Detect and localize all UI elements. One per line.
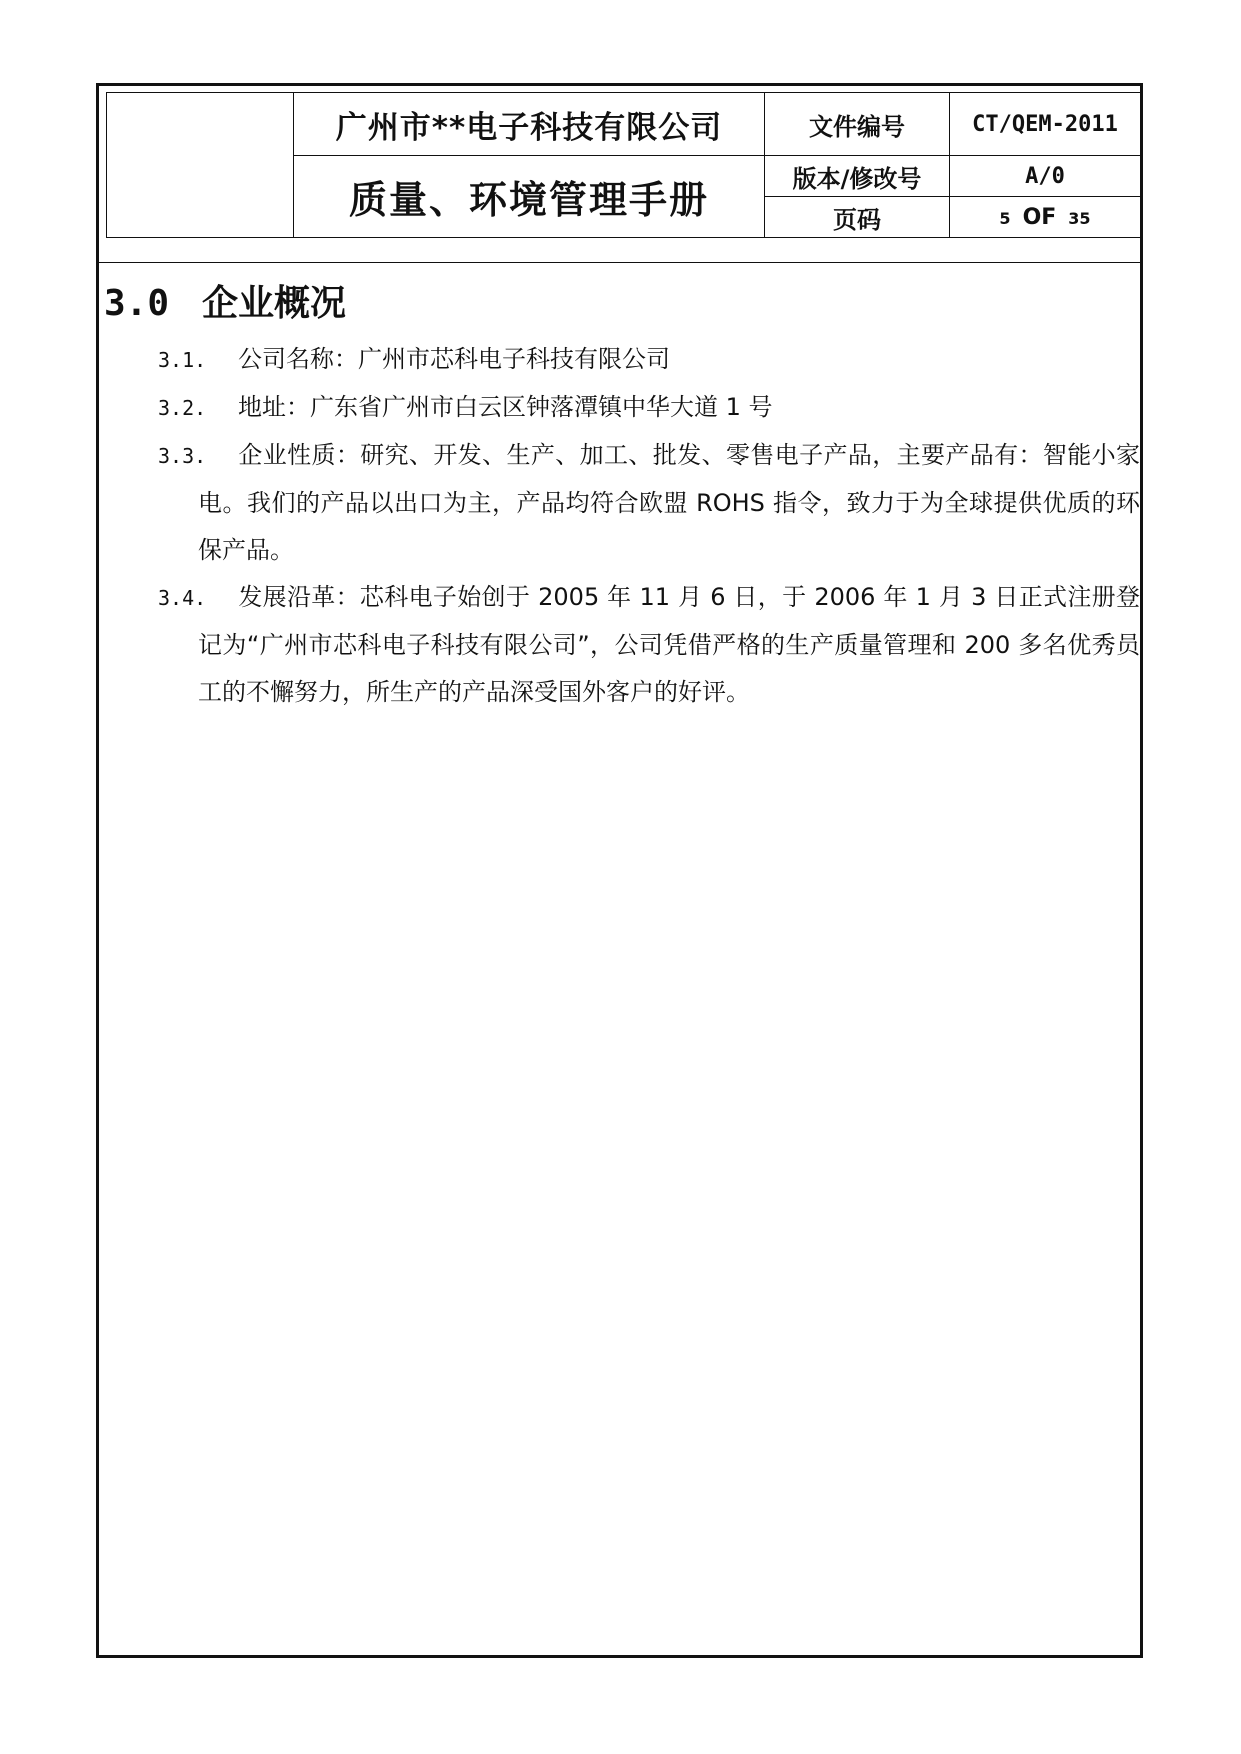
doc-number-label: 文件编号: [765, 93, 950, 156]
item-text: 企业性质：研究、开发、生产、加工、批发、零售电子产品，主要产品有：智能小家电。我们的产品以出口为主，产品均符合欧盟 ROHS 指令，致力于为全球提供优质的环保产品。: [198, 441, 1140, 564]
page-label: 页码: [765, 197, 950, 238]
page-number: [950, 197, 1141, 238]
section-number: 3.0: [104, 283, 170, 324]
item-text: 地址：广东省广州市白云区钟落潭镇中华大道 1 号: [238, 393, 773, 421]
version-value: A/0: [950, 156, 1141, 197]
page-of: OF: [1022, 204, 1057, 230]
logo-cell: [107, 93, 294, 238]
item-text: 发展沿革：芯科电子始创于 2005 年 11 月 6 日，于 2006 年 1 月 3 日正式注册登记为“广州市芯科电子科技有限公司”，公司凭借严格的生产质量管理和 200 多名优秀员工的不懈努力，所生产的产品深受国外客户的好评。: [198, 583, 1140, 706]
section-heading: [104, 275, 346, 326]
section-title: 企业概况: [202, 283, 347, 324]
item-index: 3.4.: [158, 586, 207, 610]
list-item: [158, 336, 1140, 384]
item-index: 3.1.: [158, 348, 207, 372]
item-index: 3.3.: [158, 444, 207, 468]
page-current: 5: [999, 208, 1011, 228]
item-text: 公司名称：广州市芯科电子科技有限公司: [238, 345, 670, 373]
header-separator: [96, 262, 1140, 263]
list-item: [158, 574, 1140, 716]
list-item: [158, 432, 1140, 574]
item-index: 3.2.: [158, 396, 207, 420]
page-total: 35: [1068, 208, 1091, 228]
list-item: [158, 384, 1140, 432]
section-content: [158, 336, 1140, 716]
version-label: 版本/修改号: [765, 156, 950, 197]
company-name: 广州市**电子科技有限公司: [294, 93, 765, 156]
manual-title: 质量、环境管理手册: [294, 156, 765, 238]
doc-number-value: CT/QEM-2011: [950, 93, 1141, 156]
document-header-table: [106, 92, 1141, 238]
